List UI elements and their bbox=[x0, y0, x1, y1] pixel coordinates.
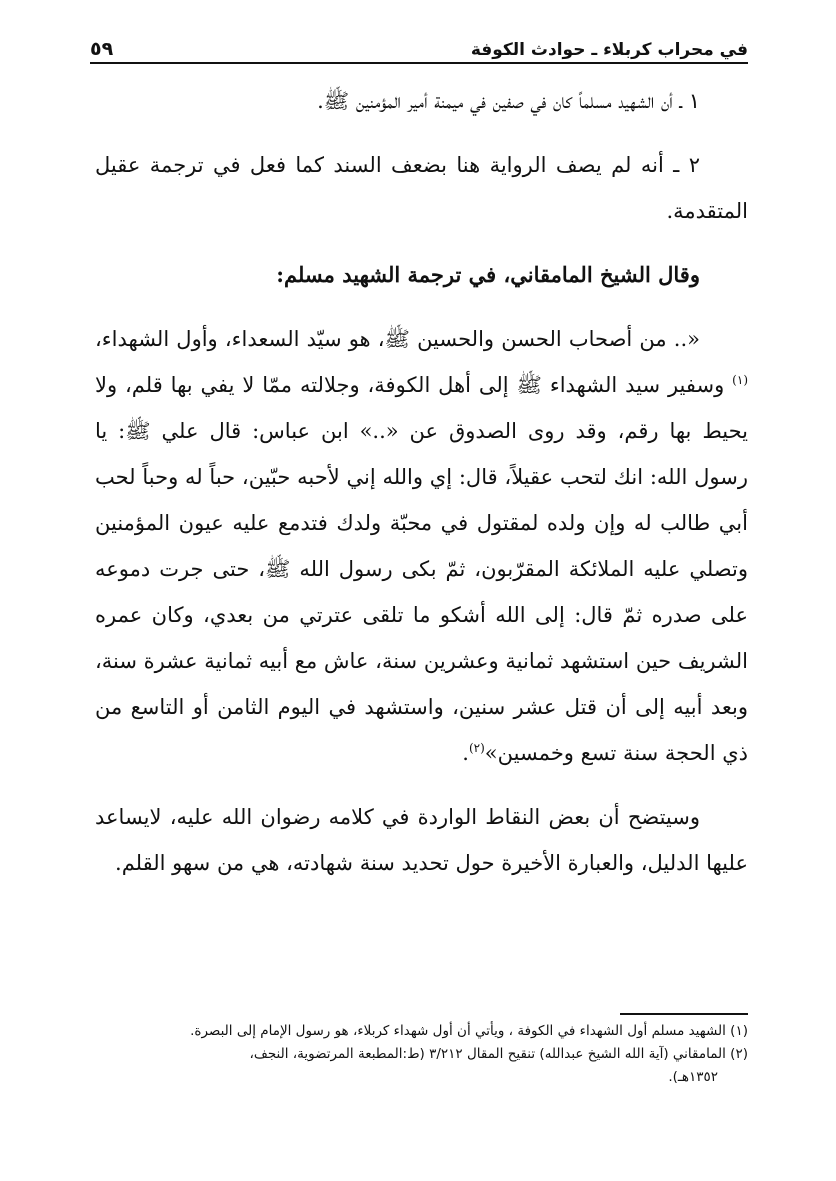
footnote-2: (٢) المامقاني (آية الله الشيخ عبدالله) تنقيح المقال ٣/٢١٢ (ط:المطبعة المرتضوية، النجف، bbox=[249, 1046, 748, 1062]
footnote-2-continuation: ١٣٥٢هـ). bbox=[668, 1069, 718, 1085]
running-header bbox=[90, 30, 748, 60]
footnote-separator bbox=[620, 1013, 748, 1015]
quote-end-period: . bbox=[462, 741, 469, 765]
quote-part-2: وسفير سيد الشهداء ﷺ إلى أهل الكوفة، وجلالته ممّا لا يفي بها قلم، ولا يحيط بها رقم، وقد روى الصدوق عن «..» ابن عباس: قال علي ﷺ: يا رسول الله: انك لتحب عقيلاً، قال: إي والله إني لأحبه حبّين، حباً له وحباً لحب أبي طالب له وإن ولده لمقتول في محبّة ولدك فتدمع عليه عيون المؤمنين وتصلي عليه الملائكة المقرّبون، ثمّ بكى رسول الله ﷺ، حتى جرت دموعه على صدره ثمّ قال: إلى الله أشكو ما تلقى عترتي من بعدي، وكان عمره الشريف حين استشهد ثمانية وعشرين سنة، عاش مع أبيه ثمانية عشرة سنة، وبعد أبيه إلى أن قتل عشر سنين، واستشهد في اليوم الثامن أو التاسع من ذي الحجة سنة تسع وخمسين» bbox=[95, 373, 748, 765]
header-rule bbox=[90, 62, 748, 64]
quote-part-1: «.. من أصحاب الحسن والحسين ﷺ، هو سيّد السعداء، وأول الشهداء، bbox=[95, 327, 700, 351]
point-two: ٢ ـ أنه لم يصف الرواية هنا بضعف السند كما فعل في ترجمة عقيل المتقدمة. bbox=[95, 153, 748, 223]
footnote-1: (١) الشهيد مسلم أول الشهداء في الكوفة ، ويأتي أن أول شهداء كربلاء، هو رسول الإمام إلى البصرة. bbox=[190, 1023, 748, 1039]
running-title: في محراب كربلاء ـ حوادث الكوفة bbox=[470, 40, 748, 60]
page-number: ٥٩ bbox=[90, 38, 114, 60]
main-text bbox=[95, 78, 748, 886]
section-heading: وقال الشيخ المامقاني، في ترجمة الشهيد مسلم: bbox=[276, 262, 700, 287]
point-one: ١ ـ أن الشهيد مسلماً كان في صفين في ميمنة أمير المؤمنين ﷺ. bbox=[317, 89, 700, 113]
closing-paragraph: وسيتضح أن بعض النقاط الواردة في كلامه رضوان الله عليه، لايساعد عليها الدليل، والعبارة الأخيرة حول تحديد سنة شهادته، هي من سهو القلم. bbox=[95, 805, 748, 875]
footnote-ref-2[interactable]: (٢) bbox=[468, 741, 485, 755]
footnotes bbox=[95, 1020, 748, 1089]
quotation-paragraph bbox=[95, 316, 748, 776]
footnote-ref-1[interactable]: (١) bbox=[732, 373, 748, 387]
